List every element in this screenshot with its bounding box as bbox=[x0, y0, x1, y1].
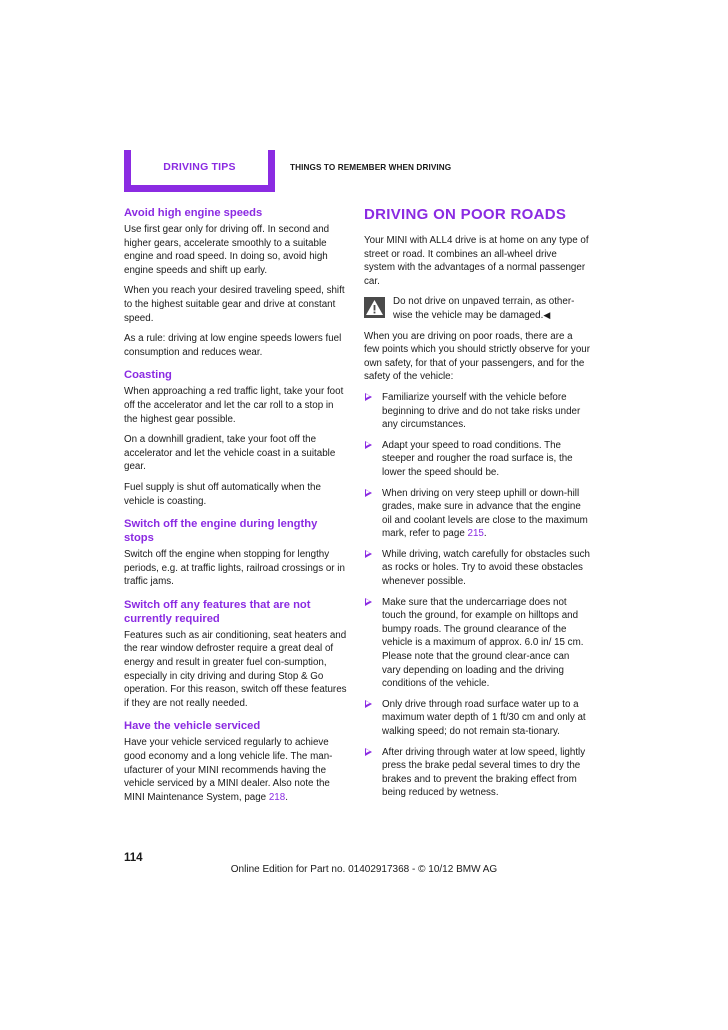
section-heading: Avoid high engine speeds bbox=[124, 207, 263, 219]
bullet-triangle-icon bbox=[365, 748, 372, 756]
list-item bbox=[364, 487, 590, 541]
section-vehicle-serviced bbox=[124, 719, 348, 804]
section-heading: Switch off the engine during lengthy stops bbox=[124, 518, 318, 545]
bullet-triangle-icon bbox=[365, 489, 372, 497]
footer-edition-note: Online Edition for Part no. 01402917368 - © 10/12 BMW AG bbox=[230, 864, 498, 875]
list-item-text: Familiarize yourself with the vehicle before beginning to drive and do not take risks under any circumstances. bbox=[382, 391, 581, 431]
section-heading: Coasting bbox=[124, 369, 172, 382]
list-item-text-end: . bbox=[483, 528, 487, 540]
bullet-triangle-icon bbox=[365, 393, 372, 401]
list-item bbox=[364, 391, 590, 432]
left-column bbox=[124, 206, 348, 813]
paragraph: Switch off the engine when stopping for lengthy periods, e.g. at traffic lights, railroad crossings or in traffic jams. bbox=[124, 549, 345, 588]
paragraph: Fuel supply is shut off automatically when the vehicle is coasting. bbox=[124, 481, 321, 507]
paragraph: When approaching a red traffic light, take your foot off the accelerator and let the car roll to a stop in the highest gear possible. bbox=[124, 386, 344, 425]
page-link-215[interactable]: 215 bbox=[467, 528, 484, 540]
paragraph bbox=[124, 736, 348, 804]
paragraph-text: Have your vehicle serviced regularly to achieve good economy and a long vehicle life. The man-ufacturer of your MINI recommends having the vehicle serviced by a MINI dealer. Also note the MINI Maintenance System, page bbox=[124, 737, 333, 803]
list-item bbox=[364, 596, 590, 691]
section-heading: Have the vehicle serviced bbox=[124, 720, 261, 733]
warning-text: Do not drive on unpaved terrain, as other-wise the vehicle may be damaged. bbox=[393, 296, 575, 321]
paragraph: As a rule: driving at low engine speeds lowers fuel consumption and reduces wear. bbox=[124, 333, 342, 358]
paragraph-text: . bbox=[285, 791, 288, 803]
section-heading: Switch off any features that are not currently required bbox=[124, 598, 311, 625]
list-item-text: After driving through water at low speed, lightly press the brake pedal several times to dry the brakes and to prevent the braking effect from being reduced by wetness. bbox=[382, 746, 586, 799]
section-coasting bbox=[124, 368, 348, 508]
bullet-triangle-icon bbox=[365, 598, 372, 606]
list-item-text: Only drive through road surface water up to a maximum water depth of 1 ft/30 cm and only at walking speed; do not remain sta-tionary. bbox=[382, 698, 586, 737]
lead-paragraph: When you are driving on poor roads, there are a few points which you should strictly observe for your own safety, for that of your passengers, and for the safety of the vehicle: bbox=[364, 330, 590, 383]
paragraph: When you reach your desired traveling speed, shift to the highest suitable gear and drive at constant speed. bbox=[124, 285, 345, 324]
section-title: DRIVING ON POOR ROADS bbox=[364, 206, 567, 223]
bullet-triangle-icon bbox=[365, 700, 372, 708]
paragraph: Features such as air conditioning, seat heaters and the rear window defroster require a great deal of energy and result in greater fuel con-sumption, especially in city driving and during Stop & Go operation. For this reason, switch off these features if they are not really needed. bbox=[124, 629, 347, 709]
bullet-list bbox=[364, 391, 590, 800]
section-avoid-high-engine-speeds bbox=[124, 206, 348, 359]
list-item-text: Adapt your speed to road conditions. The steeper and rougher the road surface is, the lower the speed should be. bbox=[382, 439, 573, 478]
list-item-text bbox=[382, 487, 590, 541]
list-item-text-main: When driving on very steep uphill or down-hill grades, make sure in advance that the engine oil and coolant levels are close to the maximum mark, refer to page bbox=[382, 487, 588, 540]
bullet-triangle-icon bbox=[365, 550, 372, 558]
intro-paragraph: Your MINI with ALL4 drive is at home on any type of street or road. It combines an all-wheel drive system with the advantages of a normal passenger car. bbox=[364, 235, 589, 287]
right-column bbox=[364, 206, 590, 807]
section-switch-off-engine bbox=[124, 517, 348, 589]
warning-triangle-icon bbox=[364, 297, 385, 318]
warning-paragraph bbox=[393, 295, 590, 322]
section-switch-off-features bbox=[124, 598, 348, 711]
warning-note bbox=[364, 295, 590, 322]
list-item bbox=[364, 439, 590, 480]
chapter-tab-label: DRIVING TIPS bbox=[163, 161, 236, 173]
paragraph: On a downhill gradient, take your foot off the accelerator and let the vehicle coast in a suitable gear. bbox=[124, 434, 336, 473]
paragraph: Use first gear only for driving off. In second and higher gears, accelerate smoothly to a suitable engine and road speed. In doing so, avoid high engine speeds and shift up early. bbox=[124, 224, 330, 276]
list-item-text: While driving, watch carefully for obstacles such as rocks or holes. Try to avoid these obstacles whenever possible. bbox=[382, 548, 590, 588]
end-mark-icon: ◀ bbox=[543, 309, 551, 320]
list-item bbox=[364, 746, 590, 800]
list-item-text: Make sure that the undercarriage does not touch the ground, for example on hilltops and bumpy roads. The ground clearance of the vehicle is a maximum of approx. 6.0 in/ 15 cm. Please note that the ground clear-ance can vary depending on loading and the driving conditions of the vehicle. bbox=[382, 596, 584, 690]
section-header-title: THINGS TO REMEMBER WHEN DRIVING bbox=[290, 163, 452, 172]
page-link-218[interactable]: 218 bbox=[268, 791, 286, 803]
list-item bbox=[364, 548, 590, 589]
bullet-triangle-icon bbox=[365, 441, 372, 449]
list-item bbox=[364, 698, 590, 739]
page-number: 114 bbox=[124, 852, 143, 864]
